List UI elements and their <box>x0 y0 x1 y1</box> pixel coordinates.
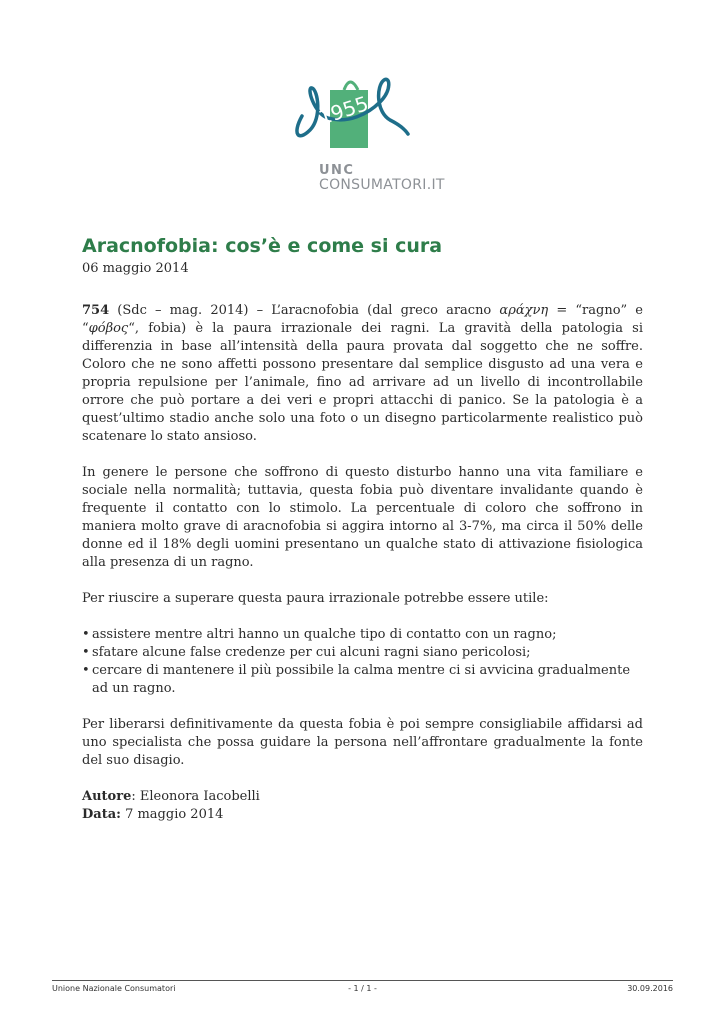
article-date: 06 maggio 2014 <box>82 261 189 276</box>
shopping-bag-ribbon-icon <box>288 70 448 170</box>
footer-org: Unione Nazionale Consumatori <box>52 984 176 993</box>
greek-word-spider: αράχνη <box>499 303 549 318</box>
date-line <box>82 806 643 824</box>
article-title: Aracnofobia: cos’è e come si cura <box>82 235 443 257</box>
para1-text-c: “, fobia) è la paura irrazionale dei ragni. La gravità della patologia si differenzia in base all’intensità della paura provata dal soggetto che ne soffre. Coloro che ne sono affetti possono presentare dal semplice disgusto ad una vera e propria repulsione per l’animale, fino ad arrivare ad un livello di incontrollabile orrore che può portare a dei veri e propri attacchi di panico. Se la patologia è a quest’ultimo stadio anche solo una foto o un disegno particolarmente realistico può scatenare lo stato ansioso. <box>82 321 643 444</box>
logo-year: 1955 <box>315 91 372 130</box>
issue-number: 754 <box>82 303 110 318</box>
author-value: : Eleonora Iacobelli <box>131 789 260 804</box>
greek-word-fear: φόβος <box>88 321 129 336</box>
article-paragraph-1 <box>82 302 643 446</box>
article-paragraph-4: Per liberarsi definitivamente da questa fobia è poi sempre consigliabile affidarsi ad uno specialista che possa guidare la persona nell’affrontare gradualmente la fonte del suo disagio. <box>82 717 643 768</box>
page-footer <box>52 980 673 996</box>
para1-text-b: = “ragno” e “ <box>82 303 644 336</box>
logo-brand-site: CONSUMATORI.IT <box>319 177 445 193</box>
logo-brand-top: UNC <box>319 163 355 178</box>
footer-date: 30.09.2016 <box>627 984 673 993</box>
author-line <box>82 788 643 806</box>
para1-text-a: (Sdc – mag. 2014) – L’aracnofobia (dal greco aracno <box>109 303 500 318</box>
footer-page-number: - 1 / 1 - <box>348 984 377 993</box>
list-item: • assistere mentre altri hanno un qualche tipo di contatto con un ragno; <box>82 626 643 644</box>
author-label: Autore <box>82 789 132 804</box>
date-value: 7 maggio 2014 <box>120 807 224 822</box>
tips-list <box>82 626 643 698</box>
list-item: • sfatare alcune false credenze per cui alcuni ragni siano pericolosi; <box>82 644 643 662</box>
article <box>82 232 643 824</box>
article-paragraph-2: In genere le persone che soffrono di questo disturbo hanno una vita familiare e sociale nella normalità; tuttavia, questa fobia può diventare invalidante quando è frequente il contatto con lo stimolo. La percentuale di coloro che soffrono in maniera molto grave di aracnofobia si aggira intorno al 3-7%, ma circa il 50% delle donne ed il 18% degli uomini presentano un qualche stato di attivazione fisiologica alla presenza di un ragno. <box>82 465 643 570</box>
logo-wordmark <box>319 163 445 193</box>
article-paragraph-3: Per riuscire a superare questa paura irrazionale potrebbe essere utile: <box>82 591 549 606</box>
date-label: Data: <box>82 807 121 822</box>
list-item: • cercare di mantenere il più possibile la calma mentre ci si avvicina gradualmente ad un ragno. <box>82 662 643 698</box>
